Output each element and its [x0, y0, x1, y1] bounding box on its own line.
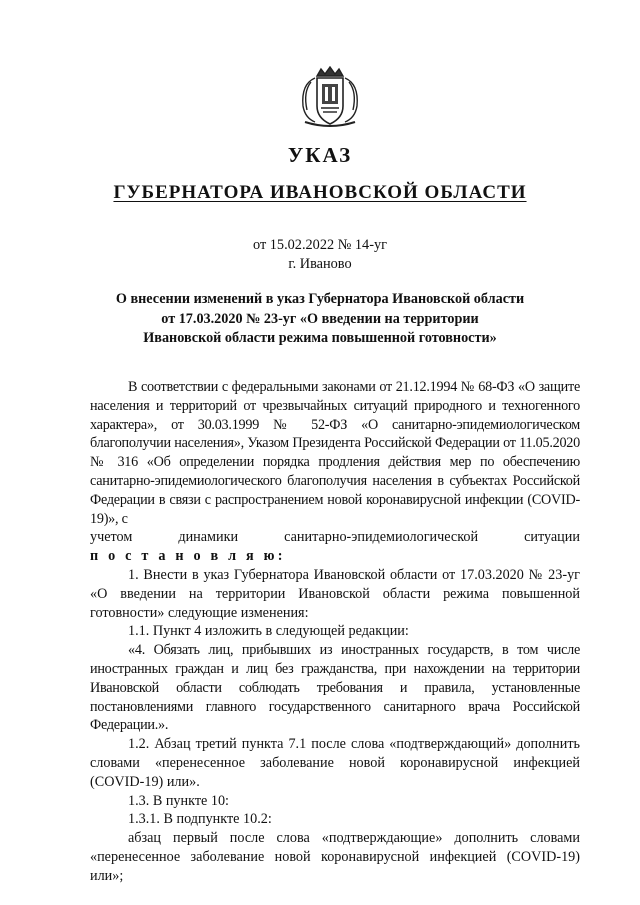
item-1-1: 1.1. Пункт 4 изложить в следующей редакции: [128, 623, 409, 640]
subject-line: О внесении изменений в указ Губернатора Ивановской области [115, 291, 525, 307]
document-body [90, 378, 580, 886]
date-number: от 15.02.2022 № 14-уг [253, 237, 387, 253]
item-1-2: 1.2. Абзац третий пункта 7.1 после слова «подтверждающий» дополнить словами «перенесенное заболевание новой коронавирусной инфекцией (COVID-19) или». [90, 736, 580, 790]
document-subtitle: ГУБЕРНАТОРА ИВАНОВСКОЙ ОБЛАСТИ [113, 182, 527, 203]
document-title: УКАЗ [287, 143, 353, 167]
decree-word: п о с т а н о в л я ю: [90, 548, 286, 565]
decree-subject [90, 290, 550, 349]
preamble-word: учетом [90, 529, 133, 546]
coat-of-arms-icon [297, 66, 363, 128]
preamble-word: санитарно-эпидемиологической [284, 529, 479, 546]
subject-line: от 17.03.2020 № 23-уг «О введении на территории [161, 310, 479, 327]
preamble-word: ситуации [524, 529, 580, 546]
preamble-paragraph: В соответствии с федеральными законами от 21.12.1994 № 68-ФЗ «О защите населения и территорий от чрезвычайных ситуаций природного и техногенного характера», от 30.03.1999 № 52-ФЗ «О санитарно-эпидемиологическом благополучии населения», Указом Президента Российской Федерации от 11.05.2020 № 316 «Об определении порядка продления действия мер по обеспечению санитарно-эпидемиологического благополучия населения в субъектах Российской Федерации в связи с распространением новой коронавирусной инфекции (COVID-19)», с [90, 379, 580, 527]
item-1-3-1: 1.3.1. В подпункте 10.2: [128, 811, 272, 828]
city: г. Иваново [288, 256, 352, 272]
item-1-3: 1.3. В пункте 10: [128, 792, 229, 809]
preamble-last-line [90, 528, 580, 547]
subject-line: Ивановской области режима повышенной готовности» [143, 330, 497, 346]
item-1-1-text: «4. Обязать лиц, прибывших из иностранных государств, в том числе иностранных граждан и лиц без гражданства, при нахождении на территории Ивановской области соблюдать требования и правила, установленные постановлениями главного государственного санитарного врача Российской Федерации.». [90, 642, 580, 734]
item-1: 1. Внести в указ Губернатора Ивановской области от 17.03.2020 № 23-уг «О введении на территории Ивановской области режима повышенной готовности» следующие изменения: [90, 566, 580, 621]
preamble-word: динамики [178, 529, 239, 546]
item-1-3-1-text: абзац первый после слова «подтверждающие» дополнить словами «перенесенное заболевание новой коронавирусной инфекцией (COVID-19) или»; [90, 830, 580, 884]
